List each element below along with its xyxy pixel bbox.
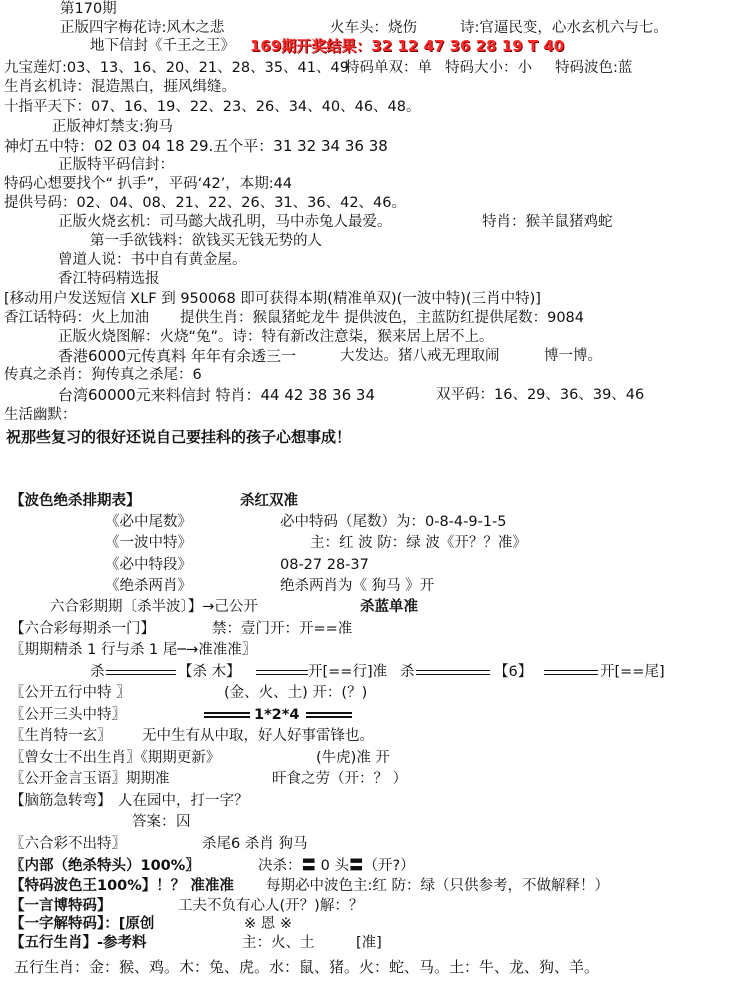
hk-6000: 香港6000元传真料 年年有余透三一 bbox=[58, 347, 296, 365]
separator-line bbox=[544, 670, 598, 675]
issue-label: 第170期 bbox=[60, 1, 117, 17]
heavy-bar bbox=[306, 712, 352, 718]
must-segment-value: 08-27 28-37 bbox=[280, 557, 369, 573]
special-size: 特码大小：小 bbox=[445, 60, 532, 76]
hk-6000-c: 博一博。 bbox=[544, 348, 602, 364]
lamp-five: 神灯五中特：02 03 04 18 29.五个平：31 32 34 36 38 bbox=[4, 137, 388, 155]
one-wave-value: 主：红 波 防：绿 波《开？？准》 bbox=[310, 535, 527, 551]
kill-wood: 【杀 木】 bbox=[178, 664, 241, 680]
golden-words: 〖公开金言玉语〗期期准 bbox=[10, 771, 170, 787]
five-zodiac: 【五行生肖】-参考料 bbox=[10, 935, 147, 951]
brain-answer-label: 答案： bbox=[132, 814, 176, 830]
forbidden-zodiac: 正版神灯禁支:狗马 bbox=[52, 119, 173, 135]
provide-numbers: 提供号码：02、04、08、21、22、26、31、36、42、46。 bbox=[4, 195, 407, 211]
one-wave: 《一波中特》 bbox=[105, 535, 192, 551]
special-wave: 特码波色:蓝 bbox=[555, 60, 633, 76]
kill-door: 【六合彩每期杀一门】 bbox=[10, 621, 155, 637]
humor-label: 生活幽默： bbox=[4, 407, 77, 423]
number-six: 【6】 bbox=[494, 664, 533, 680]
brain-answer: 囚 bbox=[176, 814, 191, 830]
kill-label-2: 杀 bbox=[400, 664, 415, 680]
first-hand: 第一手欲钱料：欲钱买无钱无势的人 bbox=[90, 233, 322, 249]
separator-line bbox=[106, 670, 176, 675]
must-segment: 《必中特段》 bbox=[105, 557, 192, 573]
zodiac-one: 〖生肖特一玄〗 bbox=[10, 728, 112, 744]
must-tail-value: 必中特码（尾数）为：0-8-4-9-1-5 bbox=[280, 514, 507, 530]
mobile-sms: [移动用户发送短信 XLF 到 950068 即可获得本期(精准单双)(一波中特)(三肖中特)] bbox=[4, 291, 541, 307]
five-zodiac-zhun: [准] bbox=[356, 935, 382, 951]
five-zodiac-value: 主：火、土 bbox=[242, 935, 315, 951]
lotus-lamp: 九宝莲灯:03、13、16、20、21、28、35、41、49 bbox=[4, 60, 349, 76]
plum-poem: 正版四字梅花诗:风木之悲 bbox=[60, 20, 225, 36]
train-head: 火车头：烧伤 bbox=[330, 20, 417, 36]
ten-fingers: 十指平天下：07、16、19、22、23、26、34、40、46、48。 bbox=[4, 99, 421, 115]
fire-mystery: 正版火烧玄机：司马懿大战孔明，马中赤兔人最爱。 bbox=[58, 214, 392, 230]
one-word-bet: 【一言博特码】 bbox=[10, 898, 112, 914]
kill-two: 《绝杀两肖》 bbox=[105, 578, 192, 594]
hk-6000-b: 大发达。猪八戒无理取闹 bbox=[340, 348, 500, 364]
wave-king: 【特码波色王100%】！？ 准准准 bbox=[10, 878, 234, 894]
hk-select: 香江特码精选报 bbox=[58, 271, 160, 287]
flat-letter: 正版特平码信封： bbox=[58, 157, 174, 173]
precise-kill: 〖期期精杀 1 行与杀 1 尾─→准准准〗 bbox=[10, 642, 257, 658]
double-flat: 双平码：16、29、36、39、46 bbox=[436, 387, 645, 403]
three-tail-value: 1*2*4 bbox=[254, 707, 300, 723]
zodiac-one-value: 无中生有从中取，好人好事雷锋也。 bbox=[142, 728, 374, 744]
not-out-special: 〖六合彩不出特〗 bbox=[10, 836, 126, 852]
kill-red: 杀红双准 bbox=[240, 493, 298, 509]
kill-door-value: 禁：壹门开：开==准 bbox=[212, 621, 353, 637]
poem-line: 诗:官逼民变，心水玄机六与七。 bbox=[460, 20, 668, 36]
five-zodiac-list: 五行生肖：金：猴、鸡。木：兔、虎。水：鼠、猪。火：蛇、马。土：牛、龙、狗、羊。 bbox=[14, 958, 600, 976]
hk-words: 香江话特码：火上加油 bbox=[4, 310, 149, 326]
heart-line: 特码心想要找个“ 扒手”，平码‘42’，本期:44 bbox=[4, 176, 293, 192]
brain-question: 人在园中，打一字？ bbox=[118, 793, 249, 809]
open-row: 开[==行]准 bbox=[308, 664, 388, 680]
tw-60000: 台湾60000元来料信封 特肖：44 42 38 36 34 bbox=[58, 386, 375, 404]
not-out-value: 杀尾6 杀肖 狗马 bbox=[202, 836, 308, 852]
separator-line bbox=[416, 670, 490, 675]
fire-zodiac: 特肖：猴羊鼠猪鸡蛇 bbox=[482, 214, 613, 230]
brain-teaser: 【脑筋急转弯】 bbox=[10, 793, 112, 809]
one-char: 【一字解特码】：[原创 bbox=[10, 916, 155, 932]
kill-blue: 杀蓝单准 bbox=[360, 599, 418, 615]
zodiac-mystery: 生肖玄机诗：混造黑白，捱风缉缝。 bbox=[4, 79, 236, 95]
one-char-value: ※ 恩 ※ bbox=[244, 916, 293, 932]
separator-line bbox=[256, 670, 308, 675]
kill-label: 杀 bbox=[90, 664, 105, 680]
wish-line: 祝那些复习的很好还说自己要挂科的孩子心想事成！ bbox=[6, 428, 352, 446]
special-single-double: 特码单双：单 bbox=[345, 60, 432, 76]
wave-king-value: 每期必中波色主:红 防：绿（只供参考，不做解释！） bbox=[266, 878, 609, 894]
inner-kill: 〖内部（绝杀特头）100%〗 bbox=[10, 858, 200, 874]
half-wave: 六合彩期期〔杀半波〕】→己公开 bbox=[50, 599, 258, 615]
madam-zeng: 〖曾女士不出生肖〗《期期更新》 bbox=[10, 750, 221, 766]
three-tail: 〖公开三头中特〗 bbox=[10, 707, 126, 723]
golden-words-value: 旰食之劳（开：？ ） bbox=[272, 771, 408, 787]
madam-zeng-value: (牛虎)准 开 bbox=[316, 750, 390, 766]
open-tail: 开[==尾] bbox=[600, 664, 665, 680]
underground-letter: 地下信封《千王之王》 bbox=[90, 38, 235, 54]
inner-kill-value: 决杀：〓 0 头〓（开?） bbox=[258, 858, 415, 874]
five-elements-value: (金、火、土) 开：(？) bbox=[224, 685, 368, 701]
fire-picture: 正版火烧图解：火烧“兔”。诗：特有新改注意柒，猴来居上居不上。 bbox=[58, 329, 494, 345]
wave-table-title: 【波色绝杀排期表】 bbox=[10, 493, 141, 509]
one-word-bet-value: 工夫不负有心人(开？)解：？ bbox=[178, 898, 364, 914]
provide-zodiac: 提供生肖：猴鼠猪蛇龙牛 提供波色，主蓝防红提供尾数：9084 bbox=[180, 310, 585, 326]
five-elements: 〖公开五行中特 〗 bbox=[10, 685, 131, 701]
must-tail: 《必中尾数》 bbox=[105, 514, 192, 530]
kill-two-value: 绝杀两肖为《 狗马 》开 bbox=[280, 578, 435, 594]
heavy-bar bbox=[204, 712, 250, 718]
fax-kill: 传真之杀肖：狗传真之杀尾：6 bbox=[4, 367, 202, 383]
once-said: 曾道人说：书中自有黄金屋。 bbox=[58, 252, 247, 268]
result-banner: 169期开奖结果：32 12 47 36 28 19 T 40 bbox=[250, 37, 565, 55]
